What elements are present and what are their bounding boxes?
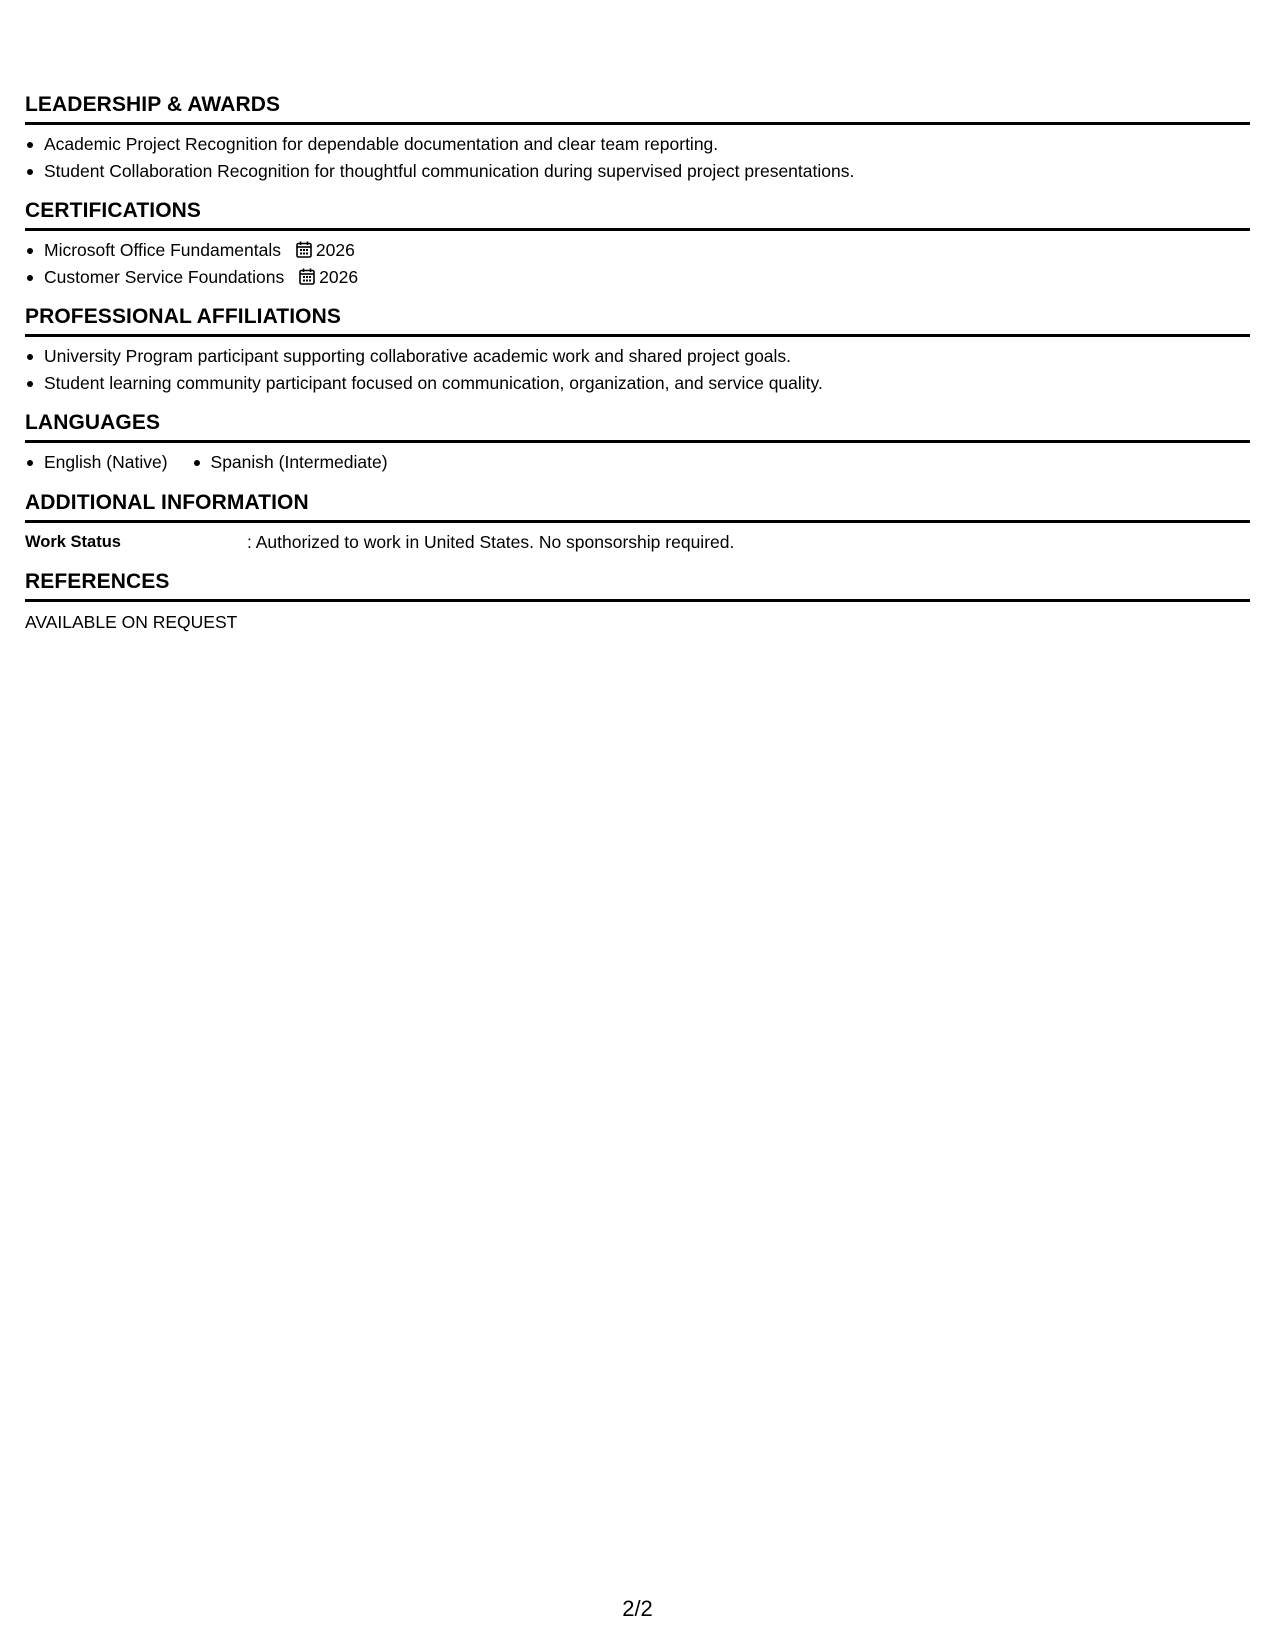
bullet-icon	[27, 275, 33, 281]
certification-year: 2026	[315, 240, 355, 260]
languages-heading: LANGUAGES	[25, 410, 1250, 443]
work-status-row	[25, 529, 1250, 555]
bullet-icon	[27, 248, 33, 254]
list-item-text: University Program participant supporting collaborative academic work and shared project goals.	[44, 346, 792, 366]
bullet-icon	[194, 460, 200, 466]
certification-name: Customer Service Foundations	[44, 266, 285, 287]
list-item	[25, 370, 1250, 397]
additional-information-section	[25, 490, 1250, 555]
language-text: English (Native)	[44, 452, 168, 472]
page-number: 2/2	[622, 1596, 653, 1621]
bullet-icon	[27, 169, 33, 175]
certification-name: Microsoft Office Fundamentals	[44, 240, 281, 260]
languages-section	[25, 410, 1250, 476]
list-item	[25, 158, 1250, 185]
references-section	[25, 569, 1250, 635]
work-status-value: : Authorized to work in United States. No sponsorship required.	[247, 531, 735, 552]
leadership-awards-heading: LEADERSHIP & AWARDS	[25, 92, 1250, 125]
certifications-list	[25, 237, 1250, 290]
bullet-icon	[27, 354, 33, 360]
professional-affiliations-heading: PROFESSIONAL AFFILIATIONS	[25, 304, 1250, 337]
affiliations-list	[25, 343, 1250, 396]
bullet-icon	[27, 460, 33, 466]
language-item	[25, 449, 168, 476]
language-item	[192, 449, 388, 476]
certifications-section	[25, 198, 1250, 290]
list-item	[25, 131, 1250, 158]
resume-page	[25, 92, 1250, 635]
additional-information-heading: ADDITIONAL INFORMATION	[25, 490, 1250, 523]
certification-item	[25, 264, 1250, 291]
bullet-icon	[27, 381, 33, 387]
language-text: Spanish (Intermediate)	[210, 452, 388, 472]
leadership-awards-section	[25, 92, 1250, 184]
calendar-icon	[296, 241, 312, 258]
list-item-text: Academic Project Recognition for dependable documentation and clear team reporting.	[44, 134, 719, 154]
leadership-awards-list	[25, 131, 1250, 184]
list-item-text: Student Collaboration Recognition for thoughtful communication during supervised project presentations.	[44, 160, 855, 181]
list-item-text: Student learning community participant focused on communication, organization, and service quality.	[44, 372, 823, 393]
work-status-label: Work Status	[25, 532, 121, 551]
professional-affiliations-section	[25, 304, 1250, 396]
bullet-icon	[27, 142, 33, 148]
calendar-icon	[299, 268, 315, 285]
list-item	[25, 343, 1250, 370]
certifications-heading: CERTIFICATIONS	[25, 198, 1250, 231]
certification-item	[25, 237, 1250, 264]
references-text: AVAILABLE ON REQUEST	[25, 611, 238, 632]
languages-list	[25, 449, 1250, 476]
certification-year: 2026	[319, 266, 359, 287]
references-heading: REFERENCES	[25, 569, 1250, 602]
